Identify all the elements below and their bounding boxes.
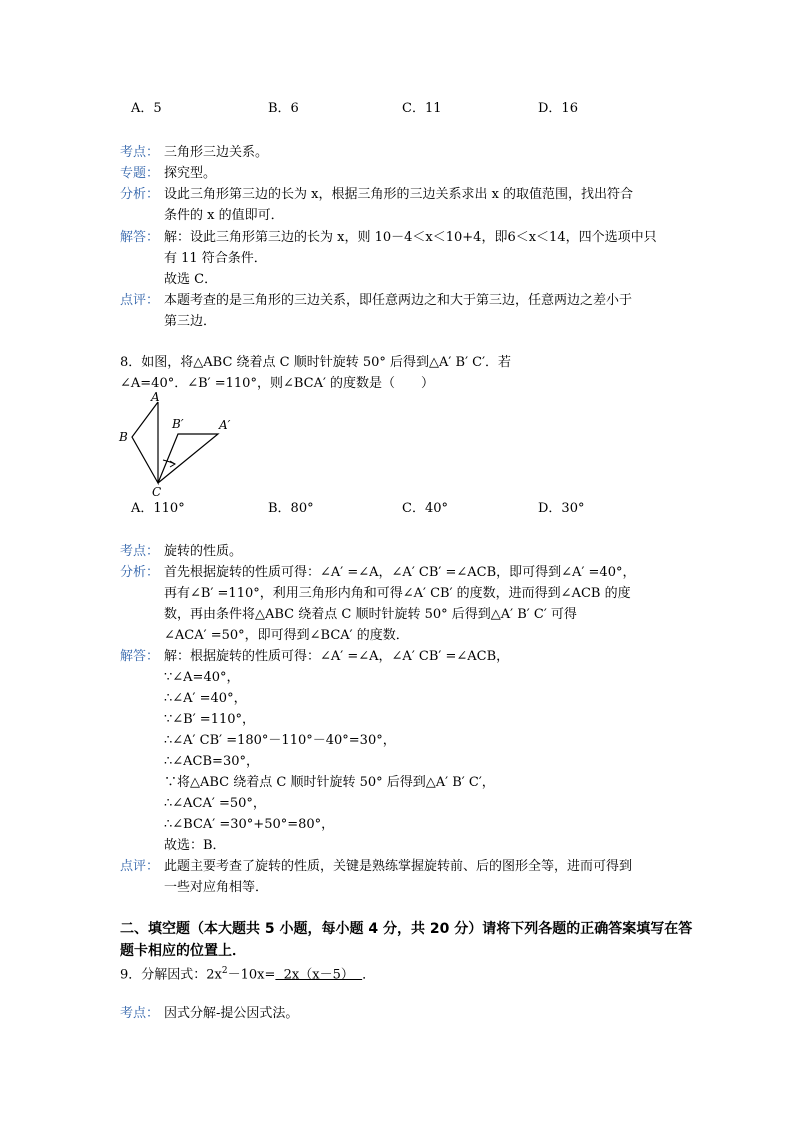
q8-dianping-line: 此题主要考查了旋转的性质，关键是熟练掌握旋转前、后的图形全等，进而可得到	[164, 859, 633, 874]
q8-kaodian: 旋转的性质。	[164, 544, 243, 559]
q9-suffix: ．	[362, 967, 376, 983]
q7-option-d: D．16	[538, 101, 578, 116]
rotation-arrow-icon	[170, 461, 175, 467]
label-a-prime: A′	[219, 418, 231, 432]
q7-fenxi-line: 设此三角形第三边的长为 x，根据三角形的三边关系求出 x 的取值范围，找出符合	[164, 187, 634, 202]
q7-dianping-line: 第三边．	[164, 314, 217, 329]
q8-rotation-figure	[115, 392, 245, 500]
triangle-a-prime-b-prime-c	[158, 434, 218, 483]
q8-option-c: C．40°	[402, 501, 448, 516]
q8-kaodian-label: 考点：	[120, 544, 160, 559]
q8-fenxi-line: 数，再由条件将△ABC 绕着点 C 顺时针旋转 50° 后得到△A′ B′ C′ 可得	[164, 607, 577, 622]
q7-dianping-line: 本题考查的是三角形的三边关系，即任意两边之和大于第三边，任意两边之差小于	[164, 293, 633, 308]
q7-zhuanti-label: 专题：	[120, 166, 160, 181]
q8-stem-line: ∠A=40°．∠B′ =110°，则∠BCA′ 的度数是（ ）	[120, 376, 435, 391]
q9-answer: 2x（x－5）	[275, 967, 363, 983]
q8-fenxi-line: 首先根据旋转的性质可得：∠A′ =∠A，∠A′ CB′ =∠ACB，即可得到∠A′ =40°，	[164, 565, 636, 580]
q7-fenxi-line: 条件的 x 的值即可．	[164, 208, 284, 223]
q7-option-b: B．6	[268, 101, 299, 116]
q8-jieda-line: ∴∠BCA′ =30°+50°=80°，	[164, 817, 335, 832]
q7-jieda-label: 解答：	[120, 230, 160, 245]
q8-fenxi-label: 分析：	[120, 565, 160, 580]
q7-zhuanti: 探究型。	[164, 166, 217, 181]
q8-jieda-line: ∴∠A′ =40°，	[164, 691, 247, 706]
q8-fenxi-line: ∠ACA′ =50°，即可得到∠BCA′ 的度数．	[164, 628, 409, 643]
q8-fenxi-line: 再有∠B′ =110°，利用三角形内角和可得∠A′ CB′ 的度数，进而得到∠ACB 的度	[164, 586, 631, 601]
q8-stem-line: 8．如图，将△ABC 绕着点 C 顺时针旋转 50° 后得到△A′ B′ C′．若	[120, 355, 512, 370]
q7-option-c: C．11	[402, 101, 442, 116]
q7-jieda-line: 有 11 符合条件．	[164, 251, 267, 266]
q9-kaodian-label: 考点：	[120, 1006, 160, 1021]
label-b: B	[119, 430, 128, 444]
triangle-abc	[132, 402, 158, 483]
label-b-prime: B′	[172, 417, 184, 431]
q8-option-a: A．110°	[131, 501, 185, 516]
q9-kaodian: 因式分解-提公因式法。	[164, 1006, 299, 1021]
section-heading-line: 题卡相应的位置上．	[120, 943, 246, 959]
section-heading-line: 二、填空题（本大题共 5 小题，每小题 4 分，共 20 分）请将下列各题的正确答案填写在答	[120, 921, 693, 937]
q7-dianping-label: 点评：	[120, 293, 160, 308]
q7-option-a: A．5	[131, 101, 162, 116]
q7-jieda-line: 解：设此三角形第三边的长为 x，则 10－4＜x＜10+4，即6＜x＜14，四个选项中只	[164, 230, 657, 245]
q8-jieda-line: ∴∠ACB=30°，	[164, 754, 259, 769]
q7-kaodian: 三角形三边关系。	[164, 145, 269, 160]
q7-fenxi-label: 分析：	[120, 187, 160, 202]
q8-jieda-line: ∴∠A′ CB′ =180°－110°－40°=30°，	[164, 733, 396, 748]
q9-exponent: 2	[221, 966, 228, 976]
q8-jieda-line: ∵将△ABC 绕着点 C 顺时针旋转 50° 后得到△A′ B′ C′，	[164, 775, 495, 790]
q7-jieda-line: 故选 C．	[164, 272, 218, 287]
q9-middle: －10x=	[227, 967, 276, 983]
q7-kaodian-label: 考点：	[120, 145, 160, 160]
q9-line	[120, 961, 375, 985]
q8-jieda-line: ∵∠B′ =110°，	[164, 712, 256, 727]
q8-jieda-line: ∴∠ACA′ =50°，	[164, 796, 266, 811]
q9-prefix: 9．分解因式：2x	[120, 967, 222, 983]
q8-dianping-line: 一些对应角相等．	[164, 880, 269, 895]
q8-jieda-line: ∵∠A=40°，	[164, 670, 240, 685]
q8-jieda-line: 解：根据旋转的性质可得：∠A′ =∠A，∠A′ CB′ =∠ACB，	[164, 649, 510, 664]
q8-jieda-line: 故选：B．	[164, 838, 226, 853]
label-c: C	[152, 485, 162, 499]
q8-option-d: D．30°	[538, 501, 585, 516]
label-a: A	[151, 392, 160, 404]
q8-jieda-label: 解答：	[120, 649, 160, 664]
q8-dianping-label: 点评：	[120, 859, 160, 874]
q8-option-b: B．80°	[268, 501, 314, 516]
